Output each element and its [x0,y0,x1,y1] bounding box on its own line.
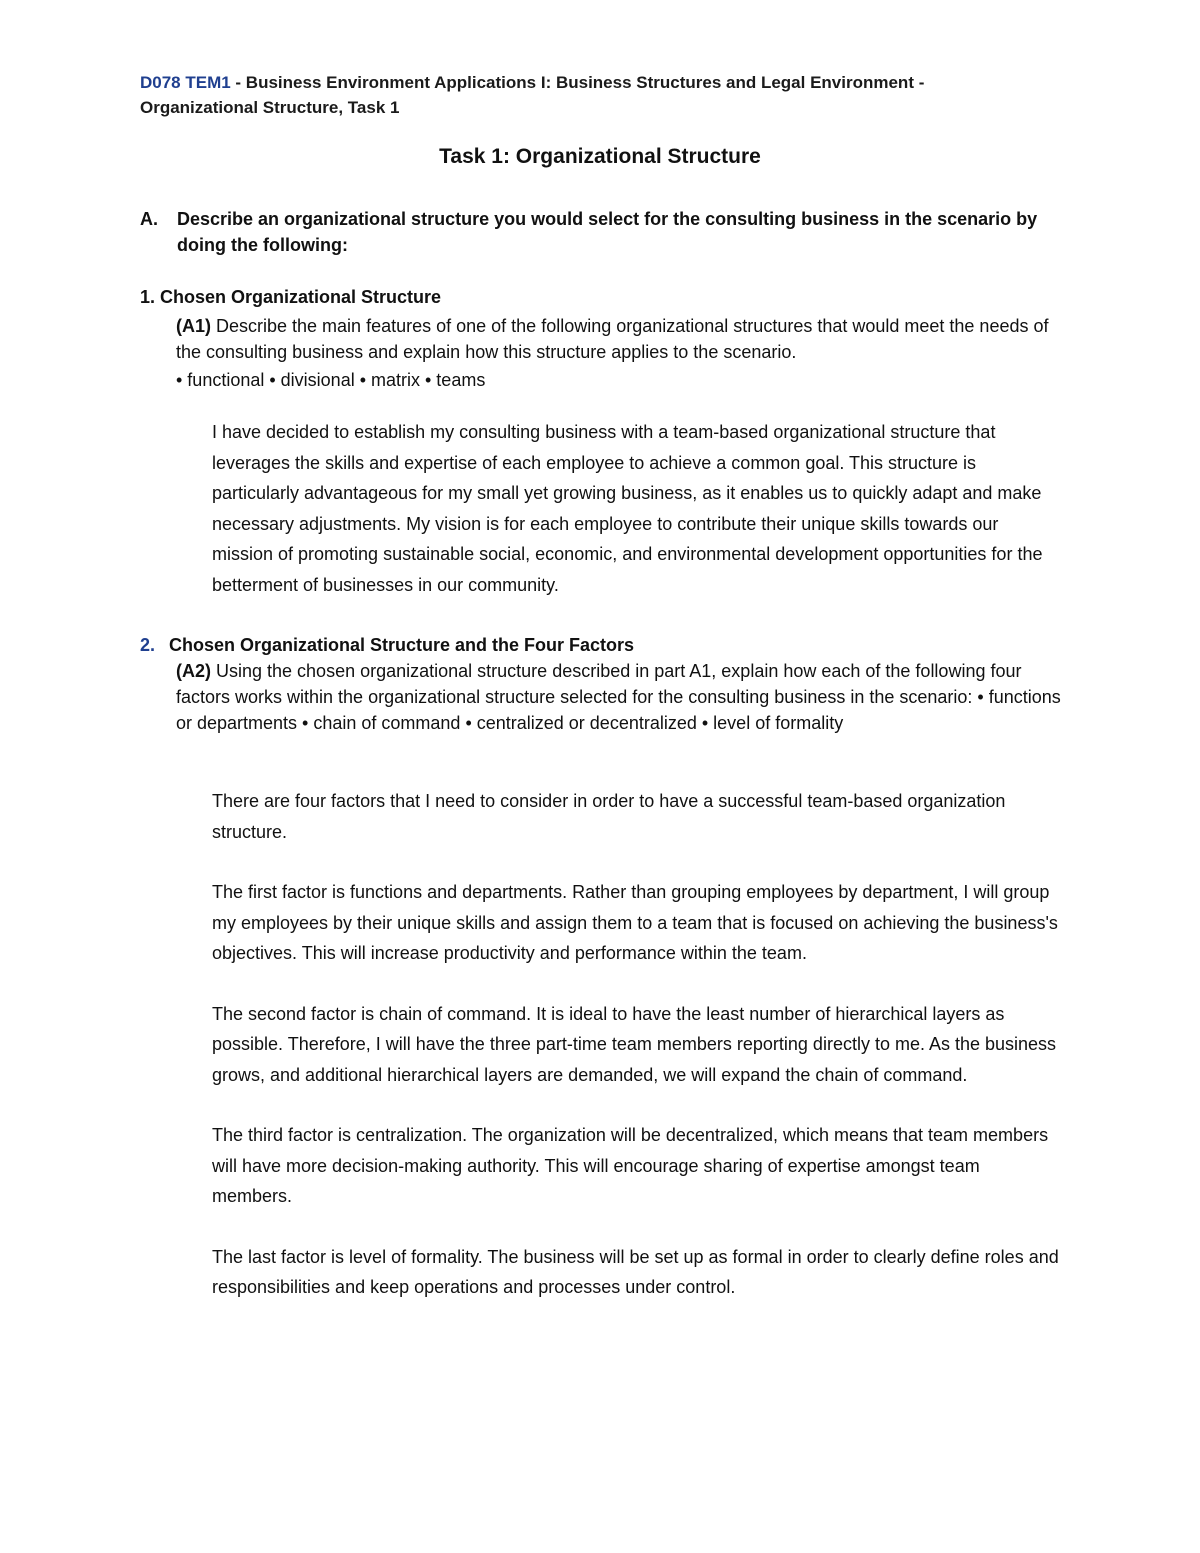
part2-heading: Chosen Organizational Structure and the Four Factors [169,635,635,655]
section-a [140,206,1070,258]
part2-prompt [176,658,1061,736]
part2-number: 2. [140,635,156,655]
part1-heading: 1. Chosen Organizational Structure [140,287,442,307]
part2-tag: (A2) [176,661,211,681]
part2-heading-row [140,632,155,658]
section-a-label: A. [140,209,158,229]
page-title: Task 1: Organizational Structure [439,145,761,168]
course-title: - Business Environment Applications I: Business Structures and Legal Environment - Organizational Structure, Task 1 [140,73,925,117]
answer-paragraph-formality: The last factor is level of formality. The business will be set up as formal in order to clearly define roles and responsibilities and keep operations and processes under control. [212,1246,1059,1297]
part1-options: • functional • divisional • matrix • teams [176,370,486,390]
part2-prompt-text: Using the chosen organizational structure described in part A1, explain how each of the following four factors works within the organizational structure selected for the consulting business in the scenario: • functions or departments • chain of command • centralized or decentralized • level of formality [176,661,1061,733]
part1-tag: (A1) [176,316,211,336]
course-code: D078 TEM1 [140,73,231,92]
part1-prompt [176,313,1056,365]
answer-paragraph-centralization: The third factor is centralization. The organization will be decentralized, which means that team members will have more decision-making authority. This will encourage sharing of expertise amongst team members. [212,1125,1049,1206]
answer-paragraph-intro: There are four factors that I need to consider in order to have a successful team-based organization structure. [212,791,1006,842]
part2-answer [212,786,1060,1333]
part1-prompt-text: Describe the main features of one of the following organizational structures that would meet the needs of the consulting business and explain how this structure applies to the scenario. [176,316,1049,362]
part1-answer: I have decided to establish my consulting business with a team-based organizational structure that leverages the skills and expertise of each employee to achieve a common goal. This structure is particularly advantageous for my small yet growing business, as it enables us to quickly adapt and make necessary adjustments. My vision is for each employee to contribute their unique skills towards our mission of promoting sustainable social, economic, and environmental development opportunities for the betterment of businesses in our community. [212,422,1043,595]
answer-paragraph-chain-of-command: The second factor is chain of command. It is ideal to have the least number of hierarchical layers as possible. Therefore, I will have the three part-time team members reporting directly to me. As the business grows, and additional hierarchical layers are demanded, we will expand the chain of command. [212,1003,1057,1085]
document-header [140,70,1040,120]
section-a-text: Describe an organizational structure you would select for the consulting business in the scenario by doing the following: [177,209,1038,255]
answer-paragraph-functions: The first factor is functions and departments. Rather than grouping employees by department, I will group my employees by their unique skills and assign them to a team that is focused on achieving the business's objectives. This will increase productivity and performance within the team. [212,882,1058,963]
